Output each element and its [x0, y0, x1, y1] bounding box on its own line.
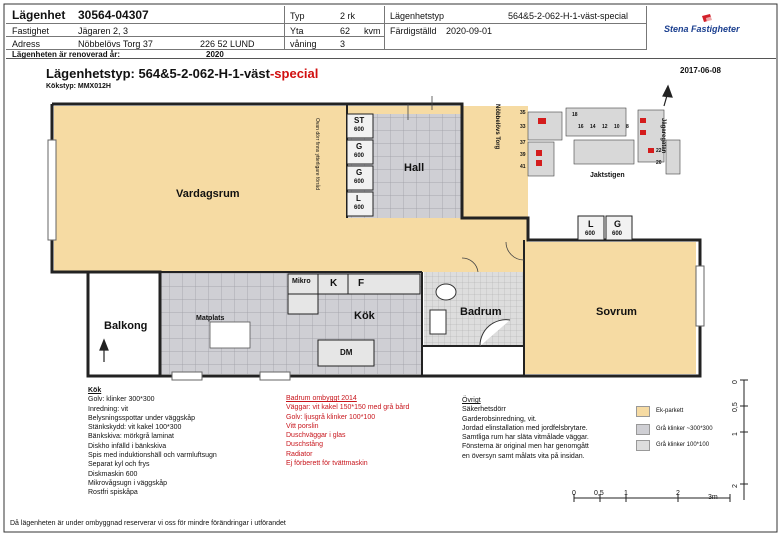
kok-note-line: Belysningsspottar under väggskåp: [88, 414, 196, 422]
wardrobe-g: G: [356, 142, 363, 151]
scale-label: 0,5: [594, 490, 604, 497]
renoverad-label: Lägenheten är renoverad år:: [12, 50, 121, 59]
yta-label: Yta: [290, 26, 304, 36]
ovrigt-notes: [462, 396, 589, 461]
wardrobe-l: L: [588, 219, 594, 229]
room-vardagsrum: Vardagsrum: [176, 188, 240, 200]
wardrobe-size: 600: [354, 153, 365, 159]
wardrobe-l: L: [356, 194, 361, 203]
site-number: 37: [520, 140, 526, 146]
kok-notes: [88, 386, 217, 498]
legend-swatch-klinker-100: [636, 440, 650, 451]
room-sovrum: Sovrum: [596, 306, 637, 318]
badrum-note-line: Golv: ljusgrå klinker 100*100: [286, 413, 376, 421]
site-number: 35: [520, 110, 526, 116]
badrum-note-line: Duschstång: [286, 441, 323, 449]
wardrobe-size: 600: [585, 231, 596, 237]
wardrobe-size: 600: [354, 205, 365, 211]
kok-notes-heading: Kök: [88, 387, 102, 394]
fardigstalld-value: 2020-09-01: [446, 26, 493, 36]
ovrigt-notes-heading: Övrigt: [462, 397, 481, 404]
label-diskmaskin: DM: [340, 348, 353, 357]
lagenhet-value: 30564-04307: [78, 8, 149, 22]
site-number: 33: [520, 124, 526, 130]
site-number: 41: [520, 164, 526, 170]
kok-note-line: Bänkskiva: mörkgrå laminat: [88, 433, 174, 441]
plan-title-main: Lägenhetstyp: 564&5-2-062-H-1-väst: [46, 66, 270, 81]
brand-name: Stena Fastigheter: [664, 24, 740, 34]
site-number: 8: [626, 124, 629, 130]
scale-label: 2: [732, 484, 739, 488]
yta-unit: kvm: [364, 26, 381, 36]
lagenhet-label: Lägenhet: [12, 8, 66, 22]
scale-label: 0: [732, 380, 739, 384]
room-kok: Kök: [354, 310, 375, 322]
label-kyl: K: [330, 278, 338, 289]
label-mikro: Mikro: [292, 278, 311, 285]
wardrobe-g: G: [356, 168, 363, 177]
ovrigt-note-line: en översyn samt målats vita på insidan.: [462, 452, 585, 460]
scale-label: 1: [732, 432, 739, 436]
kok-note-line: Golv: klinker 300*300: [88, 396, 155, 404]
scale-label: 0: [572, 490, 576, 497]
label-frys: F: [358, 278, 365, 289]
scale-label: 2: [676, 490, 680, 497]
wardrobe-g: G: [614, 219, 622, 229]
fastighet-label: Fastighet: [12, 26, 50, 36]
ovrigt-note-line: Jordad elinstallation med jordfelsbrytare.: [462, 424, 588, 432]
wardrobe-size: 600: [354, 127, 365, 133]
room-balkong: Balkong: [104, 320, 148, 332]
site-number: 12: [602, 124, 608, 130]
vaning-label: våning: [290, 39, 317, 49]
scale-label: 0,5: [732, 402, 739, 412]
legend-label: Ek-parkett: [656, 408, 684, 414]
street-nobbelovs-torg: Nöbbelövs Torg: [494, 104, 500, 150]
kok-note-line: Inredning: vit: [88, 405, 129, 413]
legend-label: Grå klinker 100*100: [656, 442, 710, 448]
lagenhetstyp-label: Lägenhetstyp: [390, 11, 445, 21]
kok-note-line: Separat kyl och frys: [88, 461, 150, 469]
site-number: 20: [656, 160, 662, 166]
room-hall: Hall: [404, 162, 425, 174]
kok-note-line: Mikrovågsugn i väggskåp: [88, 479, 167, 487]
lagenhetstyp-value: 564&5-2-062-H-1-väst-special: [508, 11, 629, 21]
badrum-note-line: Radiator: [286, 450, 313, 458]
ovrigt-note-line: Säkerhetsdörr: [462, 406, 506, 414]
kokstyp: Kökstyp: MMX012H: [46, 83, 111, 90]
street-jaktstigen: Jaktstigen: [590, 172, 625, 179]
site-number: 18: [572, 112, 578, 118]
adress-value: Nöbbelövs Torg 37: [78, 39, 153, 49]
label-matplats: Matplats: [196, 315, 225, 322]
plan-date: 2017-06-08: [680, 66, 721, 75]
typ-value: 2 rk: [340, 11, 356, 21]
typ-label: Typ: [290, 11, 305, 21]
badrum-note-line: Vitt porslin: [286, 422, 319, 430]
ovrigt-note-line: Garderobsinredning, vit.: [462, 415, 537, 423]
site-number: 22: [656, 148, 662, 154]
room-badrum: Badrum: [460, 306, 502, 318]
renoverad-value: 2020: [206, 50, 224, 59]
scale-label: 3m: [708, 494, 718, 501]
badrum-note-line: Ej förberett för tvättmaskin: [286, 460, 368, 468]
legend-swatch-klinker-300: [636, 424, 650, 435]
site-number: 14: [590, 124, 596, 130]
scale-label: 1: [624, 490, 628, 497]
wardrobe-size: 600: [612, 231, 623, 237]
badrum-notes-heading: Badrum ombyggt 2014: [286, 395, 357, 402]
badrum-note-line: Väggar: vit kakel 150*150 med grå bård: [286, 404, 410, 412]
kok-note-line: Rostfri spiskåpa: [88, 489, 138, 497]
footer-disclaimer: Då lägenheten är under ombyggnad reserverar vi oss för mindre förändringar i utförandet: [10, 520, 286, 527]
vaning-value: 3: [340, 39, 346, 49]
kok-note-line: Diskho infälld i bänkskiva: [88, 442, 167, 450]
legend-swatch-parkett: [636, 406, 650, 417]
ovrigt-note-line: Fönsterna är original men har genomgått: [462, 443, 589, 451]
wardrobe-st: ST: [354, 116, 365, 125]
site-number: 10: [614, 124, 620, 130]
street-jagaregatan: Jägaregatan: [660, 118, 666, 154]
site-number: 39: [520, 152, 526, 158]
badrum-notes: [286, 394, 409, 468]
kok-note-line: Diskmaskin 600: [88, 470, 138, 478]
ovrigt-note-line: Samtliga rum har släta vitmålade väggar.: [462, 434, 589, 442]
site-number: 16: [578, 124, 584, 130]
postnr-value: 226 52 LUND: [200, 39, 255, 49]
note-wall: Ovan dörr finns ytterligare förråd: [314, 118, 320, 190]
legend-label: Grå klinker ~300*300: [656, 426, 713, 432]
yta-value: 62: [340, 26, 351, 36]
wardrobe-size: 600: [354, 179, 365, 185]
kok-note-line: Spis med induktionshäll och varmluftsugn: [88, 452, 217, 460]
kok-note-line: Stänkskydd: vit kakel 100*300: [88, 424, 182, 432]
fardigstalld-label: Färdigställd: [390, 26, 437, 36]
fastighet-value: Jägaren 2, 3: [78, 26, 129, 36]
adress-label: Adress: [12, 39, 41, 49]
badrum-note-line: Duschväggar i glas: [286, 432, 346, 440]
plan-title-special: -special: [269, 66, 319, 81]
